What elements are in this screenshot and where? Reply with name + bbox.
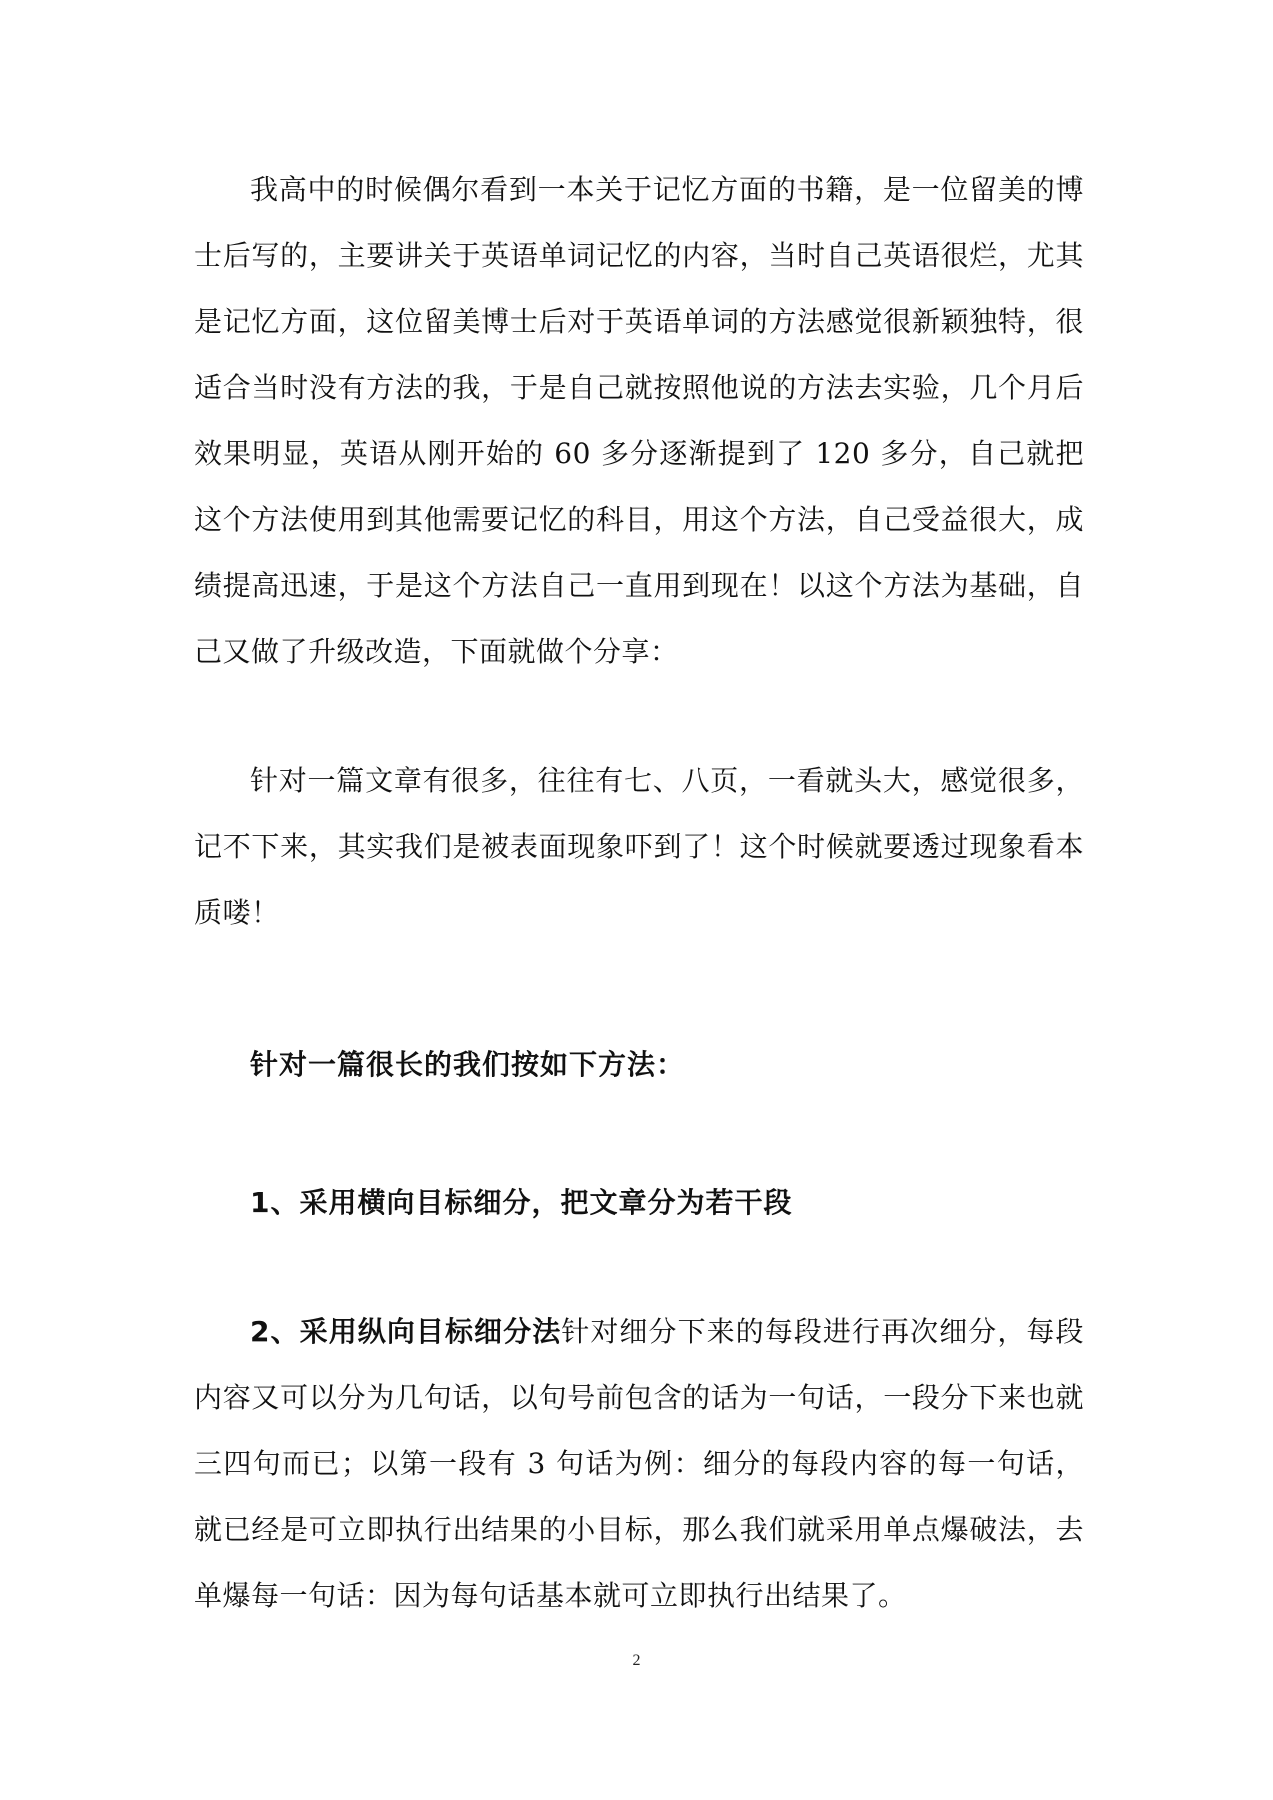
page-number: 2: [632, 1652, 641, 1669]
paragraph-memory-story: 我高中的时候偶尔看到一本关于记忆方面的书籍，是一位留美的博士后写的，主要讲关于英语单词记忆的内容，当时自己英语很烂，尤其是记忆方面，这位留美博士后对于英语单词的方法感觉很新颖独特，很适合当时没有方法的我，于是自己就按照他说的方法去实验，几个月后效果明显，英语从刚开始的 60 多分逐渐提到了 120 多分，自己就把这个方法使用到其他需要记忆的科目，用这个方法，自己受益很大，成绩提高迅速，于是这个方法自己一直用到现在！以这个方法为基础，自己又做了升级改造，下面就做个分享：: [194, 173, 1084, 668]
step-1-heading: 1、采用横向目标细分，把文章分为若干段: [250, 1186, 793, 1219]
step-2-body: 针对细分下来的每段进行再次细分，每段内容又可以分为几句话，以句号前包含的话为一句话，一段分下来也就三四句而已；以第一段有 3 句话为例：细分的每段内容的每一句话，就已经是可立即执行出结果的小目标，那么我们就采用单点爆破法，去单爆每一句话：因为每句话基本就可立即执行出结果了。: [194, 1315, 1084, 1612]
step-2-lead: 2、采用纵向目标细分法: [250, 1315, 562, 1348]
paragraph-long-article: 针对一篇文章有很多，往往有七、八页，一看就头大，感觉很多，记不下来，其实我们是被表面现象吓到了！这个时候就要透过现象看本质喽！: [194, 764, 1084, 929]
section-heading-method: 针对一篇很长的我们按如下方法：: [250, 1048, 686, 1081]
step-2-paragraph: [194, 1299, 1084, 1629]
